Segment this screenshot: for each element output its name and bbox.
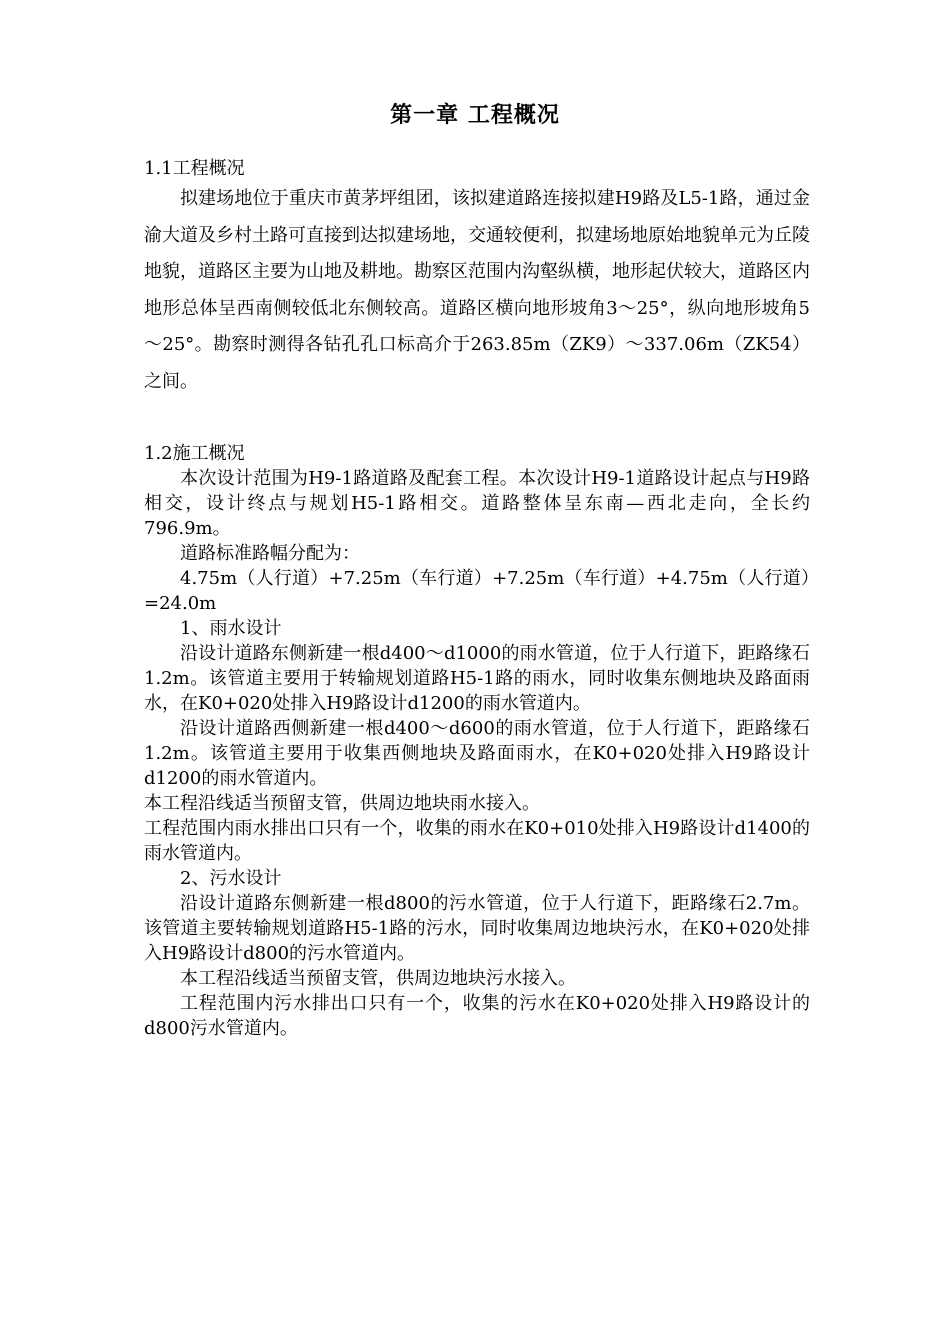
sewage-design-heading: 2、污水设计 [180, 868, 282, 889]
rain-design-heading: 1、雨水设计 [180, 618, 282, 639]
section-1-heading: 1.1工程概况 [144, 158, 245, 179]
section-2-heading: 1.2施工概况 [144, 443, 245, 464]
road-width-formula: 4.75m（人行道）+7.25m（车行道）+7.25m（车行道）+4.75m（人行道）=24.0m [144, 568, 810, 614]
rain-paragraph-3: 本工程沿线适当预留支管，供周边地块雨水接入。 [144, 793, 540, 814]
section-2 [144, 441, 810, 1041]
construction-paragraph-2: 道路标准路幅分配为： [180, 543, 360, 564]
sewage-paragraph-3: 工程范围内污水排出口只有一个，收集的污水在K0+020处排入H9路设计的d800污水管道内。 [144, 993, 810, 1039]
section-1 [144, 157, 810, 400]
section-1-paragraph: 拟建场地位于重庆市黄茅坪组团，该拟建道路连接拟建H9路及L5-1路，通过金渝大道及乡村土路可直接到达拟建场地，交通较便利，拟建场地原始地貌单元为丘陵地貌，道路区主要为山地及耕地。勘察区范围内沟壑纵横，地形起伏较大，道路区内地形总体呈西南侧较低北东侧较高。道路区横向地形坡角3～25°，纵向地形坡角5～25°。勘察时测得各钻孔孔口标高介于263.85m（ZK9）～337.06m（ZK54）之间。 [144, 188, 810, 392]
chapter-title: 第一章 工程概况 [390, 103, 560, 128]
rain-paragraph-1: 沿设计道路东侧新建一根d400～d1000的雨水管道，位于人行道下，距路缘石1.2m。该管道主要用于转输规划道路H5-1路的雨水，同时收集东侧地块及路面雨水，在K0+020处排入H9路设计d1200的雨水管道内。 [144, 643, 810, 714]
construction-paragraph-1: 本次设计范围为H9-1路道路及配套工程。本次设计H9-1道路设计起点与H9路相交，设计终点与规划H5-1路相交。道路整体呈东南—西北走向，全长约796.9m。 [144, 468, 810, 539]
rain-paragraph-4: 工程范围内雨水排出口只有一个，收集的雨水在K0+010处排入H9路设计d1400的雨水管道内。 [144, 818, 810, 864]
sewage-paragraph-2: 本工程沿线适当预留支管，供周边地块污水接入。 [180, 968, 576, 989]
sewage-paragraph-1: 沿设计道路东侧新建一根d800的污水管道，位于人行道下，距路缘石2.7m。该管道主要转输规划道路H5-1路的污水，同时收集周边地块污水，在K0+020处排入H9路设计d800的污水管道内。 [144, 893, 810, 964]
rain-paragraph-2: 沿设计道路西侧新建一根d400～d600的雨水管道，位于人行道下，距路缘石1.2m。该管道主要用于收集西侧地块及路面雨水，在K0+020处排入H9路设计d1200的雨水管道内。 [144, 718, 810, 789]
